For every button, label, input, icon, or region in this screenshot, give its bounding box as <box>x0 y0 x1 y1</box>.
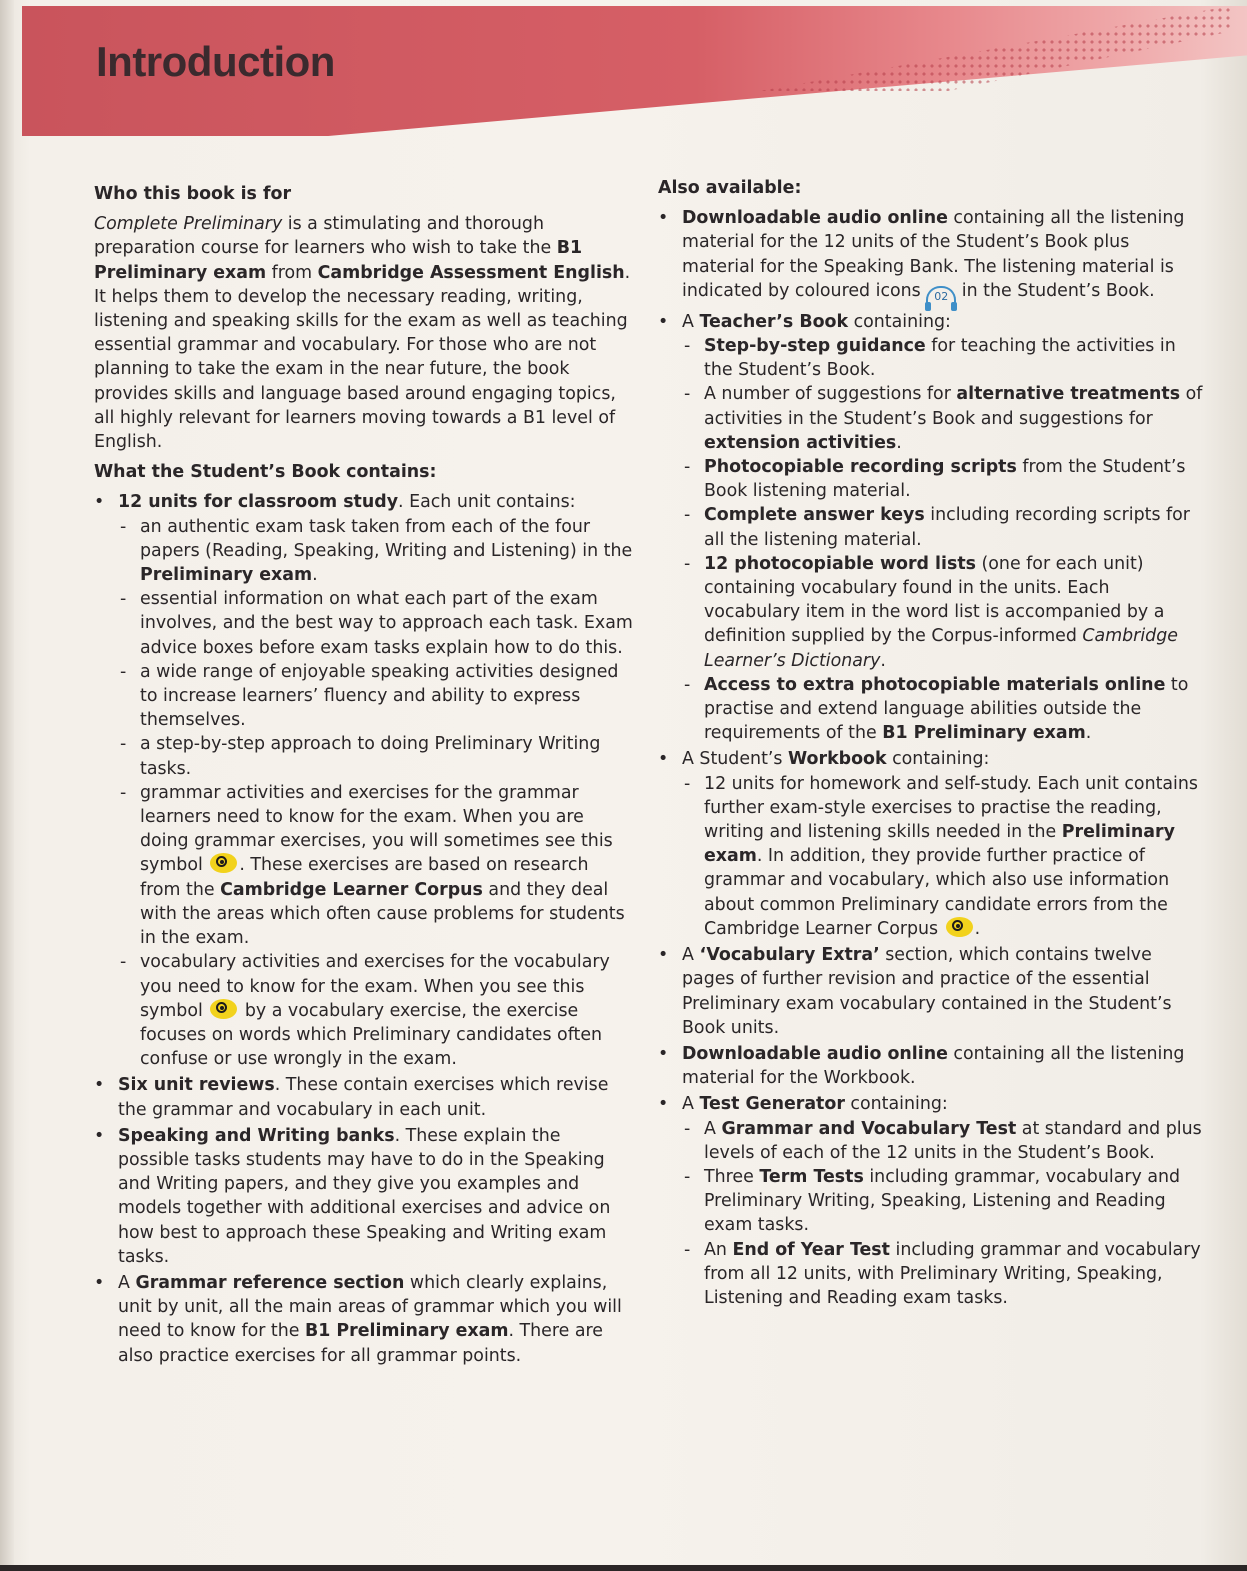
list-item <box>94 1271 634 1368</box>
page-bottom-edge <box>0 1565 1247 1571</box>
item-bold: alternative treatments <box>956 384 1181 405</box>
sub-item <box>682 503 1206 551</box>
item-bold: Preliminary exam <box>704 822 1175 867</box>
dictionary-title: Cambridge Learner’s Dictionary <box>704 626 1178 671</box>
list-item <box>658 943 1206 1040</box>
corpus-eye-icon <box>210 853 237 873</box>
item-bold: Test Generator <box>699 1094 845 1115</box>
item-bold: extension activities <box>704 432 897 453</box>
item-text: . <box>974 918 981 939</box>
item-text: including grammar and vocabulary from all 12 units, with Preliminary Writing, Speaking, Listening and Reading exam tasks. <box>704 1239 1201 1308</box>
test-generator-list <box>682 1117 1206 1311</box>
item-bold: Step-by-step guidance <box>704 336 926 357</box>
item-bold: Photocopiable recording scripts <box>704 457 1017 478</box>
item-bold: Grammar and Vocabulary Test <box>721 1118 1017 1139</box>
item-bold: Preliminary exam <box>140 565 313 586</box>
contents-list <box>94 490 634 1367</box>
item-bold: Downloadable audio online <box>682 208 948 229</box>
item-text: . Each unit contains: <box>398 492 576 513</box>
item-text: vocabulary activities and exercises for the vocabulary you need to know for the exam. When you see this symbol <box>140 952 610 1021</box>
item-text: a step-by-step approach to doing Preliminary Writing tasks. <box>140 734 601 779</box>
item-bold: Teacher’s Book <box>699 311 849 332</box>
item-bold: Term Tests <box>759 1166 864 1187</box>
item-bold: ‘Vocabulary Extra’ <box>699 945 880 966</box>
item-text: A <box>704 1118 722 1139</box>
item-text: . These explain the possible tasks students may have to do in the Speaking and Writing papers, and they give you examples and models together with additional exercises and advice on how best to approach these Speaking and Writing exam tasks. <box>118 1125 611 1267</box>
item-text: including recording scripts for all the listening material. <box>704 505 1190 550</box>
sub-item <box>682 1165 1206 1238</box>
item-text: containing all the listening material for the 12 units of the Student’s Book plus material for the Speaking Bank. The listening material is indicated by coloured icons <box>682 208 1185 301</box>
item-text: grammar activities and exercises for the grammar learners need to know for the exam. When you are doing grammar exercises, you will sometimes see this symbol <box>140 782 613 876</box>
sub-item <box>682 334 1206 382</box>
item-bold: Complete answer keys <box>704 505 925 526</box>
also-heading: Also available: <box>658 178 802 198</box>
corpus-eye-icon <box>210 999 237 1019</box>
item-text: to practise and extend language abilities outside the requirements of the <box>704 674 1189 744</box>
sub-item <box>682 772 1206 941</box>
item-bold: Access to extra photocopiable materials online <box>704 674 1166 695</box>
item-text: and they deal with the areas which often cause problems for students in the exam. <box>140 879 625 949</box>
item-text: A number of suggestions for <box>704 384 957 405</box>
list-item <box>658 747 1206 941</box>
item-text: containing all the listening material for the Workbook. <box>682 1043 1185 1089</box>
page-spine <box>0 0 14 1571</box>
item-text: 12 units for homework and self-study. Each unit contains further exam-style exercises to practise the reading, writing and listening skills needed in the <box>704 773 1198 843</box>
item-text: from the Student’s Book listening material. <box>704 457 1186 502</box>
teachers-book-list <box>682 334 1206 745</box>
item-bold: End of Year Test <box>732 1239 890 1260</box>
item-text: of activities in the Student’s Book and suggestions for <box>704 384 1203 429</box>
item-text: by a vocabulary exercise, the exercise focuses on words which Preliminary candidates often confuse or use wrongly in the exam. <box>140 1000 603 1070</box>
item-text: for teaching the activities in the Student’s Book. <box>704 336 1176 381</box>
item-text: including grammar, vocabulary and Preliminary Writing, Speaking, Listening and Reading exam tasks. <box>704 1166 1181 1236</box>
item-bold: 12 photocopiable word lists <box>704 553 976 574</box>
also-list <box>658 206 1206 1310</box>
sub-item <box>118 781 634 950</box>
sub-item <box>118 660 634 733</box>
item-text: . <box>896 432 902 453</box>
item-text: which clearly explains, unit by unit, all the main areas of grammar which you will need to know for the <box>118 1272 622 1342</box>
item-text: An <box>704 1239 733 1260</box>
item-text: A <box>682 311 700 332</box>
left-column <box>94 182 634 1370</box>
item-text: . There are also practice exercises for all grammar points. <box>118 1321 603 1366</box>
intro-text: is a stimulating and thorough preparation course for learners who wish to take the <box>94 214 557 259</box>
item-text: A Student’s <box>682 749 788 770</box>
sub-item <box>682 1238 1206 1311</box>
sub-item <box>118 732 634 780</box>
list-item <box>658 1042 1206 1090</box>
sub-item <box>682 455 1206 503</box>
item-text: (one for each unit) containing vocabulary found in the units. Each vocabulary item in the word list is accompanied by a definition supplied by the Corpus-informed <box>704 553 1165 647</box>
item-text: at standard and plus levels of each of the 12 units in the Student’s Book. <box>704 1118 1202 1163</box>
item-text: A <box>682 945 700 966</box>
sub-item <box>118 587 634 660</box>
exam-board: Cambridge Assessment English <box>317 262 625 283</box>
list-item <box>94 1073 634 1121</box>
item-text: Three <box>704 1166 760 1187</box>
intro-text: from <box>266 262 318 283</box>
unit-contents-list <box>118 515 634 1072</box>
item-bold: Cambridge Learner Corpus <box>220 879 483 900</box>
intro-text: . It helps them to develop the necessary reading, writing, listening and speaking skills for the exam as well as teaching essential grammar and vocabulary. For those who are not planning to take the exam in the near future, the book provides skills and language based around engaging topics, all highly relevant for learners moving towards a B1 level of English. <box>94 262 631 453</box>
sub-item <box>682 1117 1206 1165</box>
book-title: Complete Preliminary <box>94 214 283 235</box>
item-text: a wide range of enjoyable speaking activities designed to increase learners’ fluency and ability to express themselves. <box>140 661 619 731</box>
right-column <box>658 176 1206 1312</box>
item-bold: B1 Preliminary exam <box>882 723 1086 744</box>
contains-heading: What the Student’s Book contains: <box>94 462 437 483</box>
item-text: . These exercises are based on research from the <box>140 855 589 900</box>
list-item <box>658 206 1206 308</box>
item-text: A <box>682 1094 700 1115</box>
sub-item <box>682 552 1206 673</box>
list-item <box>658 1092 1206 1310</box>
exam-name: B1 Preliminary exam <box>94 238 583 283</box>
intro-paragraph <box>94 212 634 454</box>
item-text: . <box>312 565 318 586</box>
sub-item <box>682 673 1206 746</box>
item-text: . In addition, they provide further practice of grammar and vocabulary, which also use information about common Preliminary candidate errors from the Cambridge Learner Corpus <box>704 846 1170 939</box>
list-item <box>94 1124 634 1269</box>
item-text: an authentic exam task taken from each of the four papers (Reading, Speaking, Writing and Listening) in the <box>140 516 633 561</box>
item-text: containing: <box>886 749 990 770</box>
item-text: section, which contains twelve pages of further revision and practice of the essential Preliminary exam vocabulary contained in the Student’s Book units. <box>682 945 1172 1038</box>
item-text: essential information on what each part of the exam involves, and the best way to approach each task. Exam advice boxes before exam tasks explain how to do this. <box>140 589 633 658</box>
item-bold: Downloadable audio online <box>682 1043 948 1064</box>
item-text: in the Student’s Book. <box>956 280 1155 301</box>
sub-item <box>118 950 634 1071</box>
item-text: containing: <box>844 1094 948 1115</box>
sub-item <box>682 382 1206 455</box>
item-text: . <box>880 650 886 671</box>
item-bold: Speaking and Writing banks <box>118 1125 395 1146</box>
corpus-eye-icon <box>946 917 973 937</box>
who-heading: Who this book is for <box>94 184 292 204</box>
item-text: containing: <box>848 311 951 332</box>
item-text: A <box>118 1272 136 1293</box>
headphones-icon: 02 <box>926 286 956 308</box>
item-bold: 12 units for classroom study <box>118 492 399 513</box>
item-bold: Grammar reference section <box>135 1272 405 1293</box>
item-text: . These contain exercises which revise the grammar and vocabulary in each unit. <box>118 1075 609 1120</box>
list-item <box>94 490 634 1071</box>
item-text: . <box>1085 723 1092 744</box>
list-item <box>658 310 1206 746</box>
item-bold: B1 Preliminary exam <box>304 1321 509 1342</box>
workbook-list <box>682 772 1206 941</box>
item-bold: Workbook <box>788 749 887 770</box>
page-title: Introduction <box>96 38 335 85</box>
item-bold: Six unit reviews <box>118 1075 275 1096</box>
sub-item <box>118 515 634 588</box>
